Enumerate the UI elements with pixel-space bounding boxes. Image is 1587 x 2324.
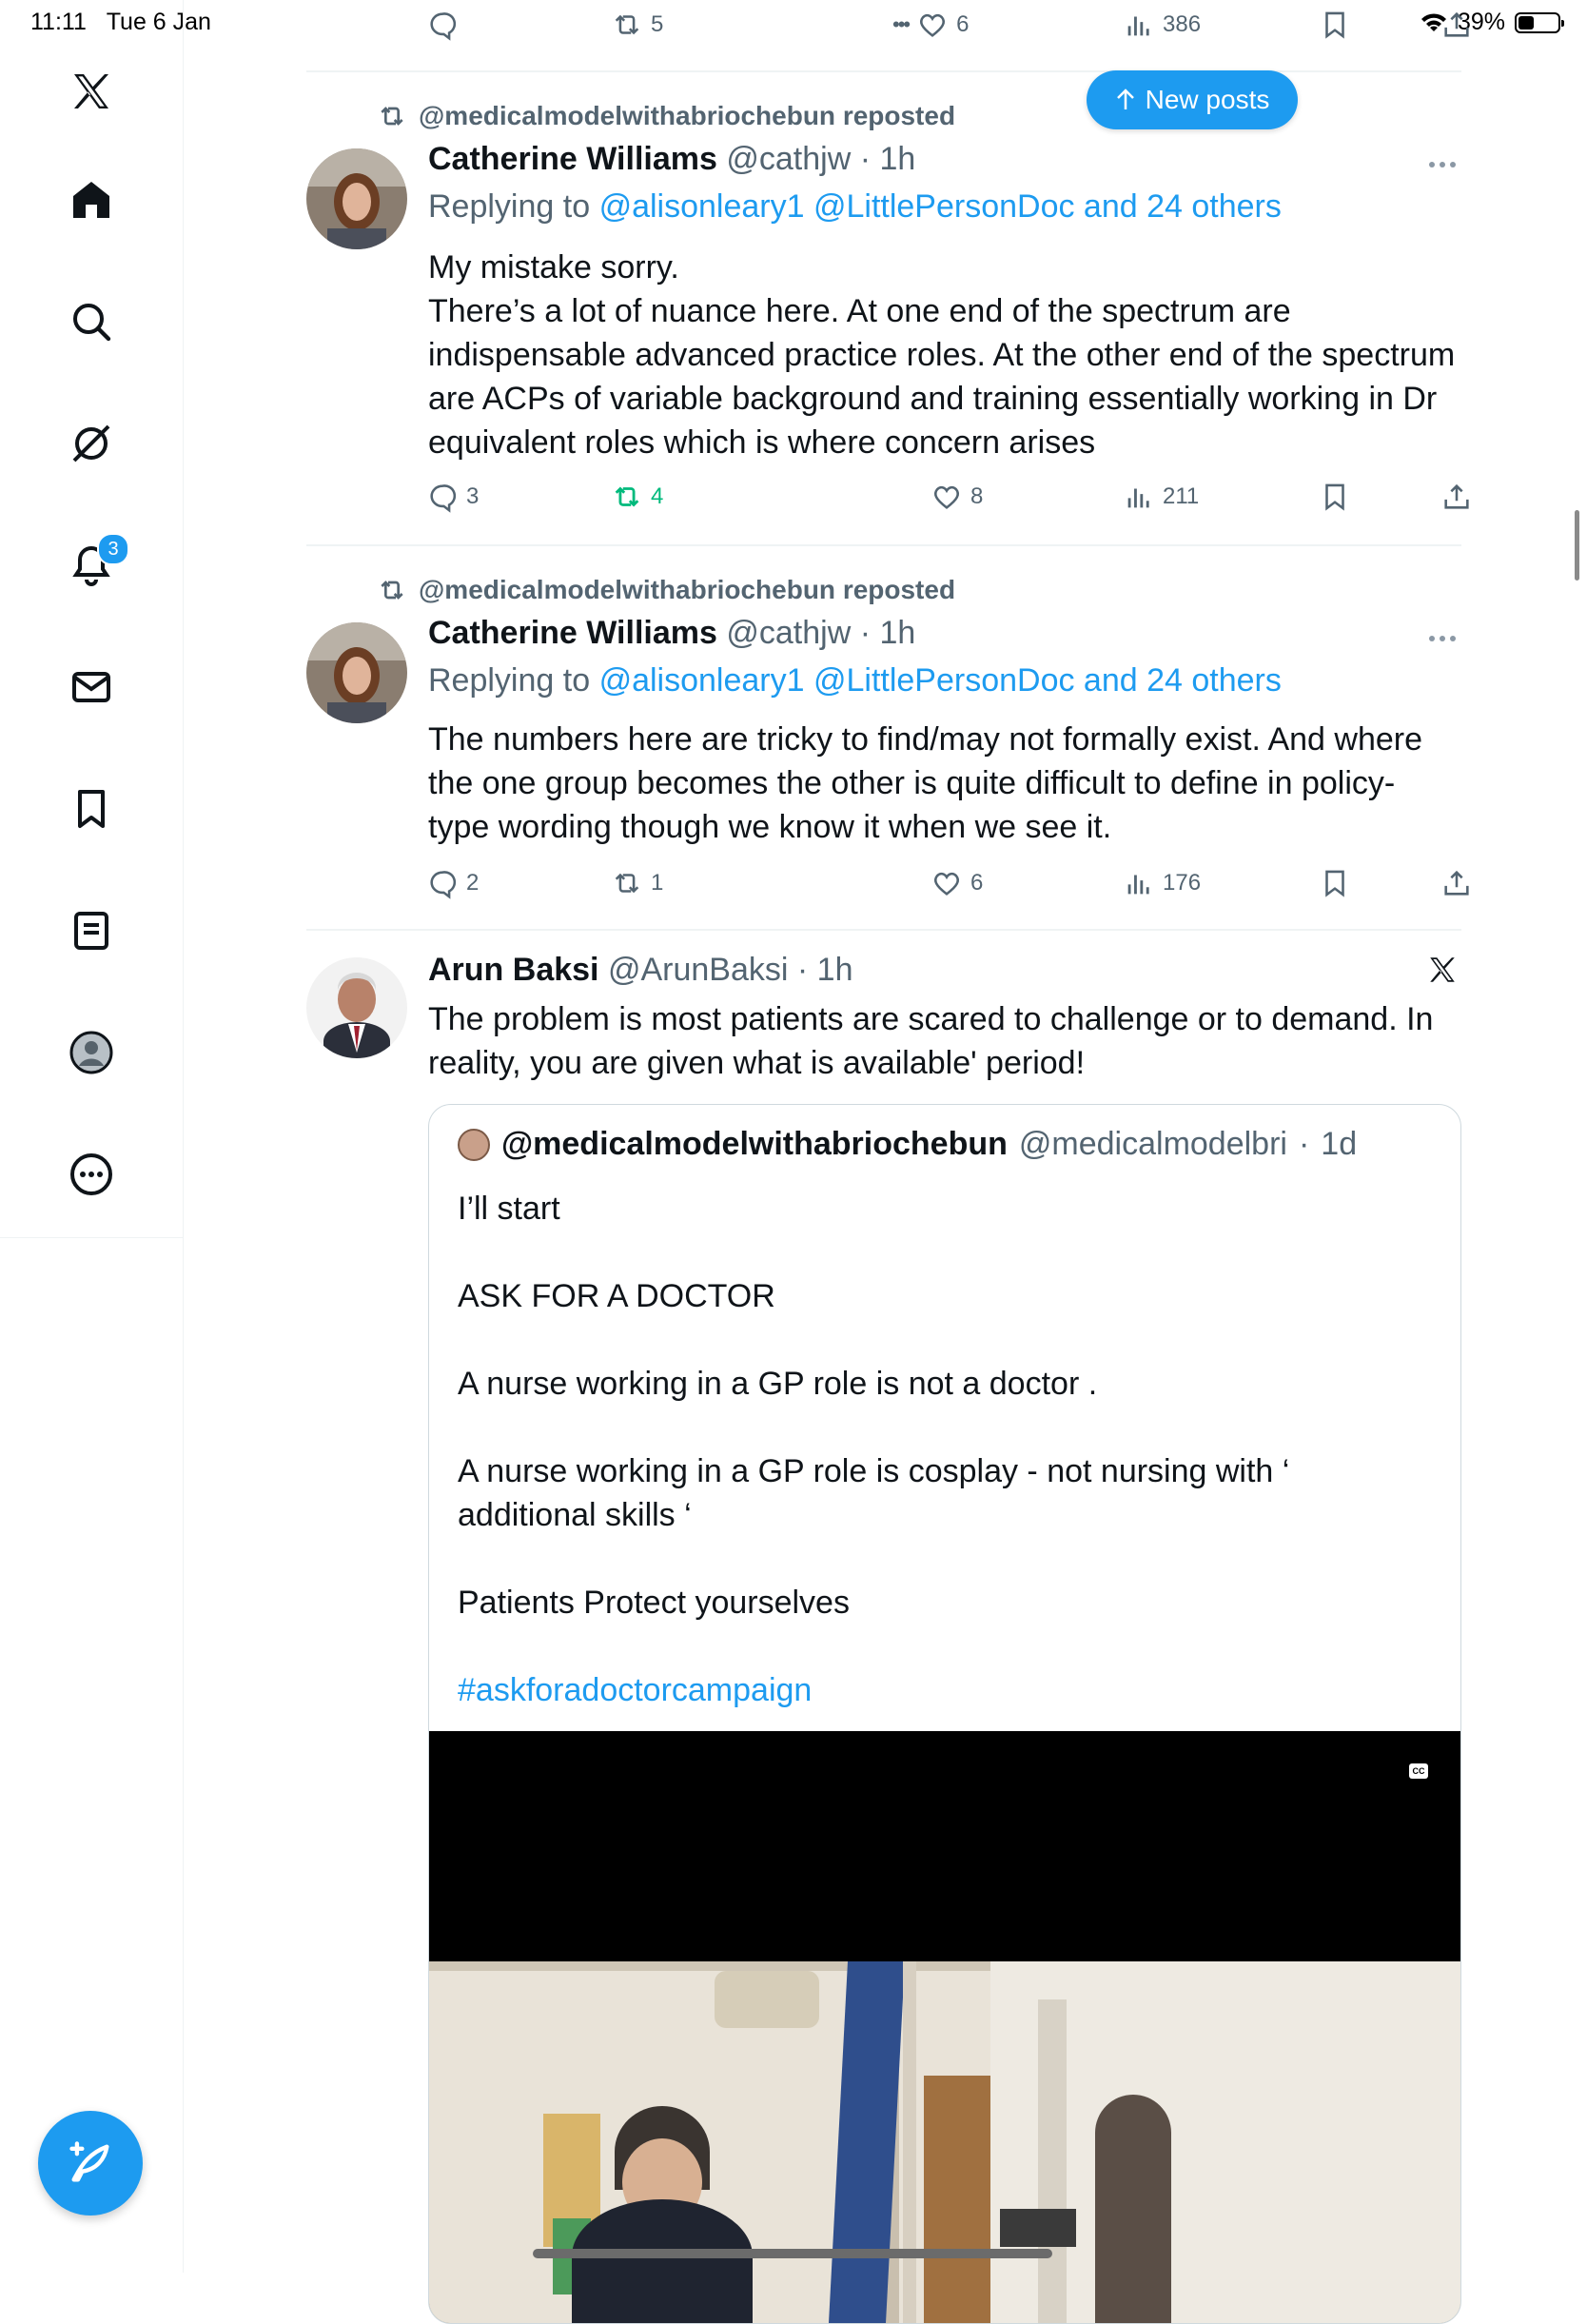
views-button[interactable]: 176 [1123,864,1201,902]
home-indicator[interactable] [533,2249,1052,2258]
avatar[interactable] [306,148,407,249]
repost-indicator: @medicalmodelwithabriochebun reposted [377,573,955,607]
like-button[interactable]: 8 [931,478,983,516]
avatar[interactable] [306,957,407,1058]
share-button[interactable] [1440,6,1473,44]
author-row: Catherine Williams @cathjw · 1h [428,141,916,177]
grok-icon[interactable] [53,405,129,482]
reply-icon [426,867,459,899]
quote-avatar [458,1129,490,1161]
timeline [306,0,1461,2273]
quote-author-row: @medicalmodelwithabriochebun @medicalmodelbri · 1d [458,1126,1357,1163]
views-button[interactable]: 386 [1123,6,1201,44]
author-name[interactable]: Arun Baksi [428,952,599,988]
search-icon[interactable] [53,284,129,360]
envelope-icon[interactable] [53,649,129,725]
repost-icon [611,481,643,513]
status-time: 11:11 Tue 6 Jan [30,9,211,35]
hashtag-link[interactable]: #askforadoctorcampaign [458,1672,813,1708]
quote-text: I’ll start ASK FOR A DOCTOR A nurse working in a GP role is not a doctor . A nurse working in a GP role is cosplay - not nursing with ‘ additional skills ‘ Patients Protect yourselves #askforadoctorcampaign [458,1187,1428,1712]
reply-icon [426,9,459,41]
author-name[interactable]: Catherine Williams [428,615,717,651]
list-icon[interactable] [53,893,129,969]
battery-percent: 39% [1457,9,1505,35]
author-handle[interactable]: @ArunBaksi [607,952,789,988]
repost-icon [611,9,643,41]
heart-icon [931,867,963,899]
x-logo-icon[interactable] [53,53,129,129]
more-circle-icon[interactable] [53,1136,129,1212]
tweet-text: My mistake sorry. There’s a lot of nuance here. At one end of the spectrum are indispensable advanced practice roles. At the other end of the spectrum are ACPs of variable background and training essentially working in Dr equivalent roles which is where concern arises [428,249,1456,461]
arrow-up-icon [1115,89,1136,111]
repost-icon [611,867,643,899]
author-handle[interactable]: @cathjw [726,615,852,651]
like-button[interactable]: ••• 6 [892,6,969,44]
heart-icon [931,481,963,513]
bookmark-icon[interactable] [53,771,129,847]
repost-icon [377,575,407,605]
new-posts-button[interactable]: New posts [1087,70,1298,129]
views-icon [1123,867,1155,899]
compose-button[interactable] [38,2111,143,2216]
x-logo-icon[interactable] [1423,955,1461,984]
like-button[interactable]: 6 [931,864,983,902]
compose-feather-icon [66,2138,115,2188]
author-name[interactable]: Catherine Williams [428,141,717,177]
share-icon [1440,481,1473,513]
avatar[interactable] [306,622,407,723]
action-bar [426,478,1463,516]
bookmark-button[interactable] [1319,478,1351,516]
share-icon [1440,9,1473,41]
bell-icon[interactable] [53,527,129,603]
cc-icon[interactable]: CC [1409,1763,1428,1779]
battery-icon [1515,12,1560,33]
views-icon [1123,481,1155,513]
reply-button[interactable] [426,6,466,44]
tweet-time[interactable]: 1h [816,952,853,988]
notification-badge: 3 [97,533,129,565]
more-options-button[interactable] [1423,150,1461,179]
repost-button[interactable]: 4 [611,478,663,516]
reply-icon [426,481,459,513]
bookmark-icon [1319,9,1351,41]
scrollbar-thumb[interactable] [1575,510,1579,581]
tweet-time[interactable]: 1h [879,615,916,651]
replying-to-links[interactable]: @alisonleary1 @LittlePersonDoc and 24 others [598,188,1282,225]
author-row: Catherine Williams @cathjw · 1h [428,615,916,651]
heart-icon [916,9,949,41]
share-icon [1440,867,1473,899]
reply-button[interactable]: 3 [426,478,479,516]
more-options-button[interactable] [1423,624,1461,653]
share-button[interactable] [1440,478,1473,516]
quoted-tweet[interactable] [428,1104,1461,2324]
video-frame [429,1961,1460,2323]
more-icon [1428,161,1457,168]
share-button[interactable] [1440,864,1473,902]
repost-indicator: @medicalmodelwithabriochebun reposted [377,99,955,133]
bookmark-button[interactable] [1319,6,1351,44]
home-icon[interactable] [53,162,129,238]
replying-to: Replying to @alisonleary1 @LittlePersonDoc and 24 others [428,188,1282,225]
views-icon [1123,9,1155,41]
divider [306,70,1461,72]
sidebar-divider [0,1237,183,1238]
reply-button[interactable]: 2 [426,864,479,902]
bookmark-icon [1319,481,1351,513]
repost-icon [377,101,407,131]
top-action-bar [426,6,1463,44]
replying-to-links[interactable]: @alisonleary1 @LittlePersonDoc and 24 others [598,662,1282,699]
tweet-time[interactable]: 1h [879,141,916,177]
views-button[interactable]: 211 [1123,478,1199,516]
more-icon [1428,635,1457,642]
divider [306,929,1461,931]
author-row: Arun Baksi @ArunBaksi · 1h [428,952,853,988]
author-handle[interactable]: @cathjw [726,141,852,177]
bookmark-button[interactable] [1319,864,1351,902]
ellipsis-icon: ••• [892,12,910,36]
tweet-text: The problem is most patients are scared to challenge or to demand. In reality, you are given what is available' period! [428,1001,1434,1081]
bookmark-icon [1319,867,1351,899]
quote-author-name[interactable]: @medicalmodelwithabriochebun [501,1126,1008,1162]
quote-time: 1d [1321,1126,1358,1162]
divider [306,544,1461,546]
repost-button[interactable]: 5 [611,6,663,44]
action-bar [426,864,1463,902]
replying-to: Replying to @alisonleary1 @LittlePersonDoc and 24 others [428,662,1282,699]
repost-button[interactable]: 1 [611,864,663,902]
profile-icon[interactable] [53,1014,129,1091]
sidebar [0,0,184,2273]
tweet-text: The numbers here are tricky to find/may not formally exist. And where the one group becomes the other is quite difficult to define in policy-type wording though we know it when we see it. [428,721,1423,845]
video-player[interactable] [429,1731,1460,2323]
quote-author-handle[interactable]: @medicalmodelbri [1018,1126,1287,1162]
